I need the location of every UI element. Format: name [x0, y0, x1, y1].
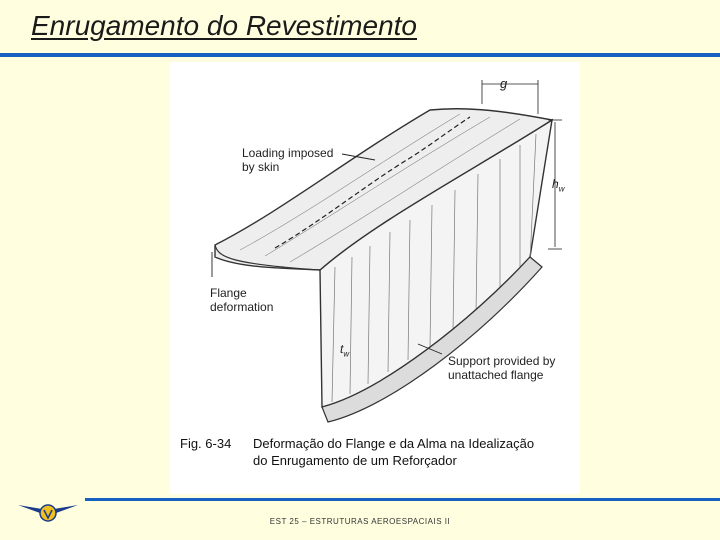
title-rule	[0, 53, 720, 57]
slide-title: Enrugamento do Revestimento	[31, 10, 417, 41]
h-label: $h_w$	[552, 177, 565, 194]
loading-label: Loading imposed by skin	[242, 146, 334, 174]
stiffener-drawing	[170, 62, 580, 494]
caption-line-2: do Enrugamento de um Reforçador	[253, 453, 457, 468]
t-label: $t_w$	[340, 342, 350, 359]
support-label: Support provided by unattached flange	[448, 354, 556, 382]
wrinkling-figure	[170, 62, 580, 494]
footer-rule	[85, 498, 720, 501]
footer-text: EST 25 – ESTRUTURAS AEROESPACIAIS II	[269, 517, 451, 526]
flange-label: Flange deformation	[210, 286, 274, 314]
caption-line-1: Deformação do Flange e da Alma na Idealização	[253, 436, 535, 451]
g-label: g	[500, 76, 508, 91]
caption-fig-number: Fig. 6-34	[180, 436, 232, 451]
